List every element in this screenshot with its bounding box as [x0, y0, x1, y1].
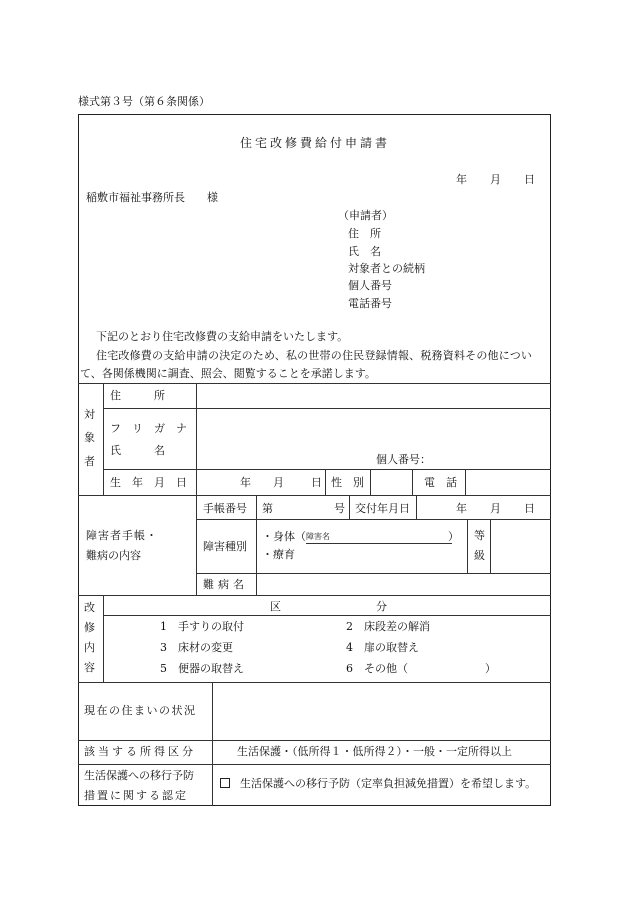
statement-line3: て、各関係機関に調査、照会、閲覧することを承諾します。 — [80, 367, 376, 380]
statement-line1: 下記のとおり住宅改修費の支給申請をいたします。 — [96, 330, 349, 343]
renovation-item-1: 1 手すりの取付 — [160, 620, 244, 633]
welfare-value: 生活保護への移行予防（定率負担減免措置）を希望します。 — [240, 777, 537, 790]
renovation-item-6: 6 その他（ ） — [346, 662, 496, 675]
issue-year: 年 — [456, 502, 467, 515]
sex-label: 性 別 — [331, 476, 364, 489]
renovation-item-3: 3 床材の変更 — [160, 641, 233, 654]
category-header-2: 分 — [376, 600, 387, 613]
category-header-1: 区 — [270, 600, 281, 613]
addressee: 稲敷市福祉事務所長 様 — [86, 191, 218, 204]
applicant-personal-number: 個人番号 — [348, 279, 392, 292]
income-value: 生活保護・（低所得１・低所得２）・一般・一定所得以上 — [237, 745, 512, 758]
applicant-relation: 対象者との続柄 — [348, 262, 425, 275]
grade-label-2: 級 — [474, 549, 485, 562]
handbook-number-suffix: 号 — [334, 502, 345, 515]
rehab-label: ・療育 — [262, 548, 295, 561]
renovation-label-3: 内 — [84, 641, 95, 654]
subject-phone-label: 電 話 — [424, 476, 457, 489]
handbook-label-2: 難病の内容 — [86, 549, 141, 562]
date-year: 年 — [456, 173, 467, 186]
form-title: 住宅改修費給付申請書 — [239, 136, 390, 150]
renovation-label-1: 改 — [84, 601, 95, 614]
date-month: 月 — [490, 173, 501, 186]
date-day: 日 — [524, 173, 535, 186]
disease-label: 難病名 — [203, 578, 248, 591]
subject-label-3: 者 — [84, 455, 95, 468]
applicant-phone: 電話番号 — [348, 297, 392, 310]
current-home-label: 現在の住まいの状況 — [84, 704, 197, 717]
handbook-number-label: 手帳番号 — [203, 502, 247, 515]
disability-type-label: 障害種別 — [203, 540, 247, 553]
grade-label-1: 等 — [474, 529, 485, 542]
income-label: 該当する所得区分 — [84, 745, 196, 758]
subject-furigana-label: フ リ ガ ナ — [110, 422, 187, 435]
issue-month: 月 — [490, 502, 501, 515]
subject-name-label: 氏 名 — [110, 444, 165, 457]
welfare-checkbox[interactable] — [220, 778, 230, 789]
renovation-item-4: 4 扉の取替え — [346, 641, 419, 654]
disability-name-label: 障害名 — [306, 532, 330, 541]
subject-address-label: 住 所 — [110, 389, 165, 402]
subject-label-1: 対 — [84, 408, 95, 421]
subject-birth-label: 生 年 月 日 — [110, 476, 187, 489]
subject-personal-number-label: 個人番号： — [376, 453, 431, 466]
birth-month: 月 — [273, 476, 284, 489]
handbook-label-1: 障害者手帳・ — [86, 529, 158, 542]
physical-close-paren: ） — [448, 530, 459, 543]
renovation-item-5: 5 便器の取替え — [160, 662, 244, 675]
birth-year: 年 — [240, 476, 251, 489]
renovation-label-4: 容 — [84, 661, 95, 674]
renovation-item-2: 2 床段差の解消 — [346, 620, 430, 633]
physical-label: ・身体（ — [262, 530, 306, 543]
renovation-label-2: 修 — [84, 621, 95, 634]
issue-day: 日 — [524, 502, 535, 515]
birth-day: 日 — [311, 476, 322, 489]
welfare-label-2: 措置に関する認定 — [84, 789, 188, 802]
application-form — [78, 114, 551, 806]
issue-date-label: 交付年月日 — [355, 502, 410, 515]
statement-line2: 住宅改修費の支給申請の決定のため、私の世帯の住民登録情報、税務資料その他につい — [96, 349, 533, 362]
handbook-number-prefix: 第 — [262, 502, 273, 515]
welfare-label-1: 生活保護への移行予防 — [84, 769, 194, 782]
applicant-address: 住 所 — [348, 227, 381, 240]
applicant-heading: （申請者） — [338, 209, 393, 222]
subject-label-2: 象 — [84, 431, 95, 444]
applicant-name: 氏 名 — [348, 245, 381, 258]
form-number-label: 様式第３号（第６条関係） — [78, 95, 210, 108]
